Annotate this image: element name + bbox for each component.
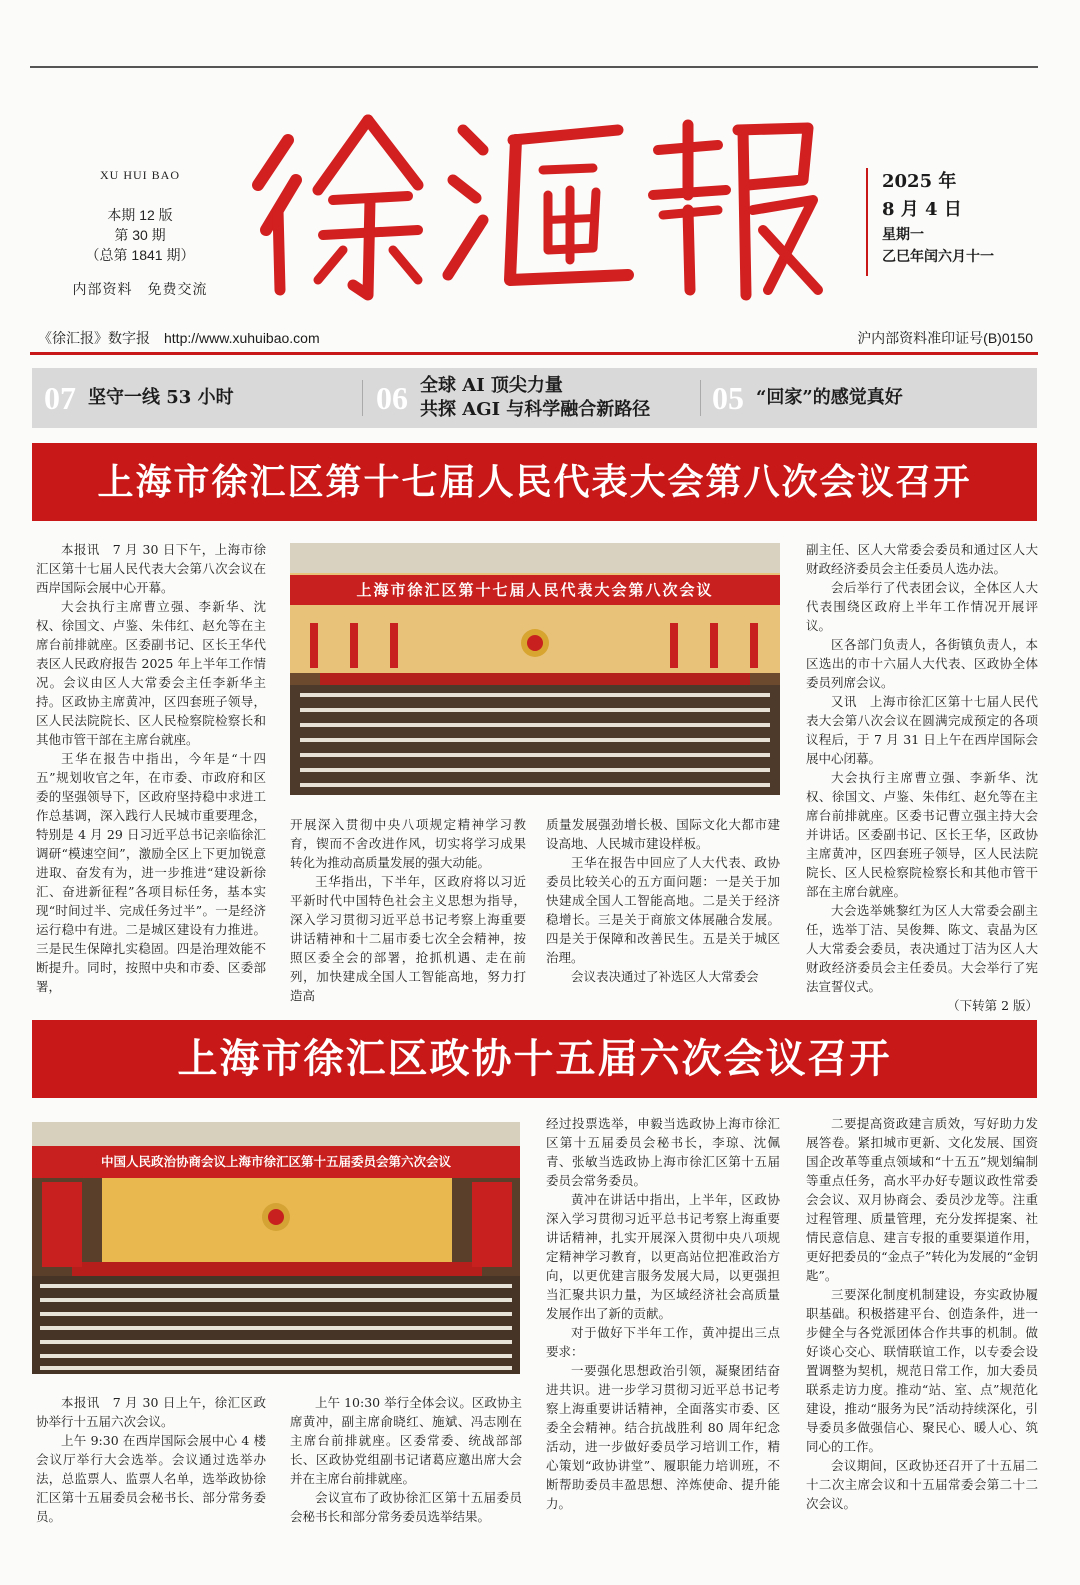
masthead-left (40, 168, 240, 299)
article1-paragraph: 王华在报告中回应了人大代表、政协委员比较关心的五方面问题：一是关于加快建成全国人工智能高地。二是关于经济稳增长。三是关于商旅文体展融合发展。四是关于保障和改善民生。五是关于城区治理。 (546, 855, 780, 965)
article1-paragraph: 大会执行主席曹立强、李新华、沈权、徐国文、卢鉴、朱伟红、赵允等在主席台前排就座。区委副书记、区长王华代表区人民政府报告 2025 年上半年工作情况。会议由区人大常委会主任李新华主持。区政协主席黄冲，区四套班子领导，区人民法院院长、区人民检察院检察长和其他市管干部在主席台就座。 (36, 599, 266, 747)
article1-photo-banner: 上海市徐汇区第十七届人民代表大会第八次会议 (356, 581, 714, 599)
teaser-divider (700, 380, 701, 416)
teaser-item[interactable] (376, 368, 650, 428)
article2-column-4 (806, 1114, 1038, 1544)
article2-photo (32, 1122, 520, 1374)
article1-column-2 (290, 815, 526, 1003)
article2-headline[interactable]: 上海市徐汇区政协十五届六次会议召开 (32, 1020, 1037, 1098)
teaser-bar (32, 368, 1037, 428)
article2-paragraph: 本报讯 7 月 30 日上午，徐汇区政协举行十五届六次会议。 (36, 1395, 266, 1429)
article1-headline[interactable]: 上海市徐汇区第十七届人民代表大会第八次会议召开 (32, 443, 1037, 521)
issue-year: 2025 年 (882, 171, 957, 192)
teaser-item[interactable] (44, 368, 234, 428)
article2-paragraph: 上午 10:30 举行全体会议。区政协主席黄冲，副主席俞晓红、施斌、冯志刚在主席台前排就座。区委常委、统战部部长、区政协党组副书记诸葛应邀出席大会并在主席台前排就座。 (290, 1395, 522, 1486)
teaser-item[interactable] (712, 368, 903, 428)
article2-paragraph: 黄冲在讲话中指出，上半年，区政协深入学习贯彻习近平总书记考察上海重要讲话精神，扎实开展深入贯彻中央八项规定精神学习教育，以更高站位把准政治方向，以更优建言服务发展大局，以更强担当汇聚共识力量，为区域经济社会高质量发展作出了新的贡献。 (546, 1192, 780, 1321)
article1-photo (290, 543, 780, 795)
article1-paragraph: 会后举行了代表团会议，全体区人大代表围绕区政府上半年工作情况开展评议。 (806, 580, 1038, 633)
issue-total: （总第 1841 期） (85, 247, 195, 263)
top-rule (30, 66, 1038, 68)
article1-paragraph: 副主任、区人大常委会委员和通过区人大财政经济委员会主任委员人选办法。 (806, 542, 1038, 576)
continued-note: （下转第 2 版） (947, 998, 1038, 1013)
article2-paragraph: 会议期间，区政协还召开了十五届二十二次主席会议和十五届常委会第二十二次会议。 (806, 1458, 1038, 1511)
article1-paragraph: 大会选举姚黎红为区人大常委会副主任，选举丁洁、吴俊舞、陈文、袁晶为区人大常委会委员，表决通过丁洁为区人大财政经济委员会主任委员。大会举行了宪法宣誓仪式。 (806, 903, 1038, 994)
article2-paragraph: 三要深化制度机制建设，夯实政协履职基础。积极搭建平台、创造条件，进一步健全与各党派团体合作共事的机制。做好谈心交心、联情联谊工作，以专委会设置调整为契机，规范日常工作，加大委员联系走访力度。推动“站、室、点”规范化建设，推动“服务为民”活动持续深化，引导委员多做强信心、聚民心、暖人心、筑同心的工作。 (806, 1287, 1038, 1454)
article1-paragraph: 区各部门负责人，各街镇负责人，本区选出的市十六届人大代表、区政协全体委员列席会议。 (806, 637, 1038, 690)
article2-paragraph: 会议宣布了政协徐汇区第十五届委员会秘书长和部分常务委员选举结果。 (290, 1490, 522, 1524)
digital-edition-link[interactable]: 《徐汇报》数字报 http://www.xuhuibao.com (38, 330, 320, 346)
article1-paragraph: 又讯 上海市徐汇区第十七届人民代表大会第八次会议在圆满完成预定的各项议程后，于 7 月 31 日上午在西岸国际会展中心闭幕。 (806, 694, 1038, 766)
teaser-page-number: 07 (44, 379, 76, 416)
article1-paragraph: 王华指出，下半年，区政府将以习近平新时代中国特色社会主义思想为指导，深入学习贯彻习近平总书记考察上海重要讲话精神和十二届市委七次全会精神，按照区委全会的部署，抢抓机遇、走在前列，加快建成全国人工智能高地，努力打造高 (290, 874, 526, 1003)
issue-lunar-date: 乙巳年闰六月十一 (882, 249, 994, 265)
article2-column-3 (546, 1114, 780, 1544)
article2-column-1 (36, 1393, 266, 1543)
teaser-page-number: 05 (712, 379, 744, 416)
article2-photo-banner: 中国人民政治协商会议上海市徐汇区第十五届委员会第六次会议 (100, 1154, 451, 1169)
issue-weekday: 星期一 (882, 227, 924, 243)
article2-column-2 (290, 1393, 522, 1543)
red-rule (30, 352, 1038, 355)
teaser-title: 全球 AI 顶尖力量 共探 AGI 与科学融合新路径 (420, 375, 651, 420)
teaser-title: 坚守一线 53 小时 (88, 387, 234, 408)
article1-paragraph: 开展深入贯彻中央八项规定精神学习教育，锲而不舍改进作风，切实将学习成果转化为推动高质量发展的强大动能。 (290, 817, 526, 870)
article1-column-3 (546, 815, 780, 1000)
masthead-date (866, 168, 994, 276)
teaser-divider (362, 380, 363, 416)
article1-paragraph: 本报讯 7 月 30 日下午，上海市徐汇区第十七届人民代表大会第八次会议在西岸国际会展中心开幕。 (36, 542, 266, 595)
newspaper-logo (248, 100, 828, 310)
article1-column-4 (806, 540, 1038, 1013)
article1-paragraph: 大会执行主席曹立强、李新华、沈权、徐国文、卢鉴、朱伟红、赵允等在主席台前排就座。区委书记曹立强主持大会并讲话。区委副书记、区长王华，区政协主席黄冲，区四套班子领导，区人民法院院长、区人民检察院检察长和其他市管干部在主席台就座。 (806, 770, 1038, 899)
masthead-pinyin: XU HUI BAO (100, 168, 180, 182)
article2-paragraph: 一要强化思想政治引领，凝聚团结奋进共识。进一步学习贯彻习近平总书记考察上海重要讲话精神，全面落实市委、区委全会精神。结合抗战胜利 80 周年纪念活动，进一步做好委员学习培训工作，精心策划“政协讲堂”、履职能力培训班，不断帮助委员丰盈思想、淬炼使命、提升能力。 (546, 1363, 780, 1511)
internal-note: 内部资料 免费交流 (72, 281, 208, 297)
masthead-footer (38, 328, 1033, 350)
article2-paragraph: 二要提高资政建言质效，写好助力发展答卷。紧扣城市更新、文化发展、国资国企改革等重点领域和“十五五”规划编制等重点任务，高水平办好专题议政性常委会会议、双月协商会、委员沙龙等。注重过程管理、质量管理，充分发挥提案、社情民意信息、建言专报的重要渠道作用，更好把委员的“金点子”转化为发展的“金钥匙”。 (806, 1116, 1038, 1283)
issue-pages: 本期 12 版 (107, 207, 173, 223)
article2-paragraph: 经过投票选举，申毅当选政协上海市徐汇区第十五届委员会秘书长，李琼、沈佩青、张敏当选政协上海市徐汇区第十五届委员会常务委员。 (546, 1116, 780, 1188)
article1-paragraph: 会议表决通过了补选区人大常委会 (571, 969, 759, 984)
issue-number: 第 30 期 (114, 227, 166, 243)
teaser-page-number: 06 (376, 379, 408, 416)
issue-date: 8 月 4 日 (882, 199, 962, 220)
article1-paragraph: 王华在报告中指出，今年是“十四五”规划收官之年，在市委、市政府和区委的坚强领导下，区政府坚持稳中求进工作总基调，深入践行人民城市重要理念，特别是 4 月 29 日习近平总书记亲临徐汇调研“模速空间”，激励全区上下更加锐意进取、奋发有为，进一步推进“建设新徐汇、奋进新征程”各项目标任务，基本实现“时间过半、完成任务过半”。一是经济运行稳中有进。二是城区建设有力推进。三是民生保障扎实稳固。四是治理效能不断提升。同时，按照中央和市委、区委部署， (36, 751, 266, 994)
article2-paragraph: 对于做好下半年工作，黄冲提出三点要求： (546, 1325, 780, 1359)
permit-number: 沪内部资料准印证号(B)0150 (857, 330, 1033, 346)
article2-paragraph: 上午 9:30 在西岸国际会展中心 4 楼会议厅举行大会选举。会议通过选举办法，总监票人、监票人名单，选举政协徐汇区第十五届委员会秘书长、部分常务委员。 (36, 1433, 266, 1524)
article1-column-1 (36, 540, 266, 995)
article1-paragraph: 质量发展强劲增长极、国际文化大都市建设高地、人民城市建设样板。 (546, 817, 780, 851)
teaser-title: “回家”的感觉真好 (756, 387, 903, 408)
